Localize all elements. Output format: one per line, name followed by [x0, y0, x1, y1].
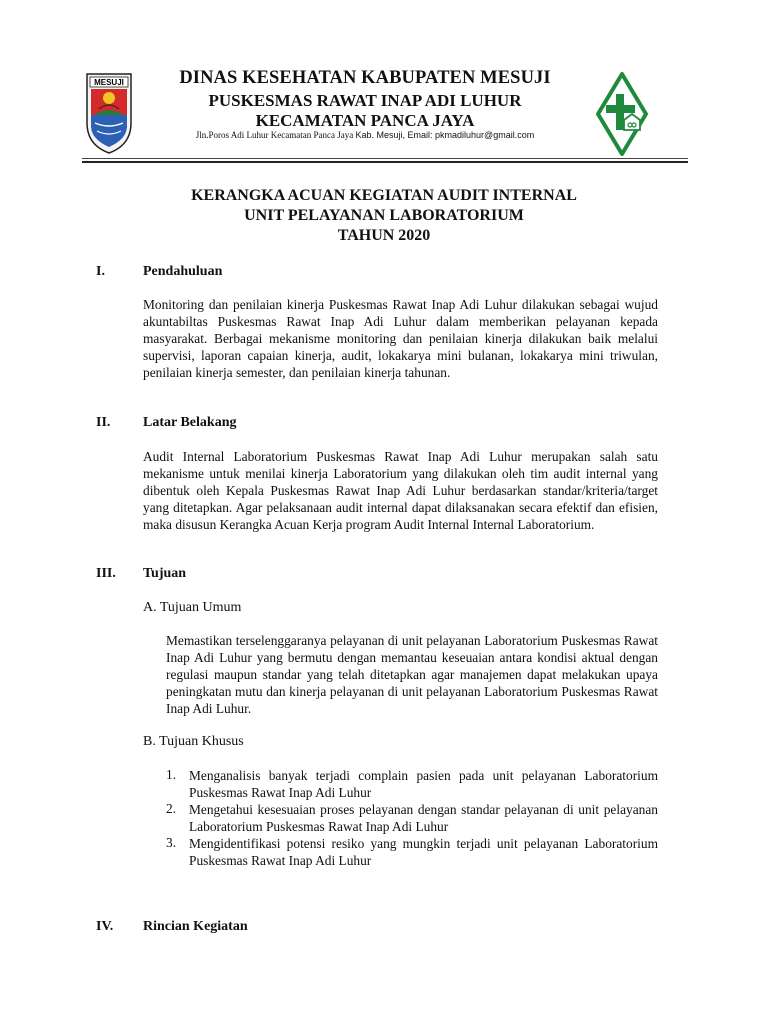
letterhead-puskesmas: PUSKESMAS RAWAT INAP ADI LUHUR [208, 91, 522, 110]
letterhead-address [145, 130, 585, 140]
letterhead-divider-thin [82, 158, 688, 159]
letterhead-agency: DINAS KESEHATAN KABUPATEN MESUJI [179, 68, 551, 88]
subsection-tujuan-umum: A. Tujuan Umum [143, 600, 242, 615]
section-title-latar-belakang: Latar Belakang [143, 415, 237, 430]
section-number: II. [96, 415, 111, 430]
svg-text:MESUJI: MESUJI [94, 78, 124, 87]
section-title-pendahuluan: Pendahuluan [143, 264, 223, 279]
section-title-rincian-kegiatan: Rincian Kegiatan [143, 919, 248, 934]
tujuan-umum-paragraph: Memastikan terselenggaranya pelayanan di unit pelayanan Laboratorium Puskesmas Rawat Inap Adi Luhur yang bermutu dengan memantau keseuaian antara kondisi aktual dengan regulasi maupun standar yang telah ditetapkan agar manajemen dapat melakukan upaya peningkatan mutu dan kinerja pelayanan di unit pelayanan Laboratorium Puskesmas Rawat Inap Adi Luhur. [166, 633, 658, 716]
document-title-line-1: KERANGKA ACUAN KEGIATAN AUDIT INTERNAL [191, 187, 577, 204]
section-number: I. [96, 264, 105, 279]
pendahuluan-paragraph: Monitoring dan penilaian kinerja Puskesmas Rawat Inap Adi Luhur dilakukan sebagai wujud akuntabiltas Puskesmas Rawat Inap Adi Luhur dalam memberikan pelayanan kepada masyarakat. Berbagai mekanisme monitoring dan penilaian kinerja dilakukan baik melalui supervisi, laporan capaian kinerja, audit, lokakarya mini bulanan, lokakarya mini triwulan, penilaian kinerja semester, dan penilaian kinerja tahunan. [143, 297, 658, 380]
section-title-tujuan: Tujuan [143, 566, 187, 581]
address-street: Jln.Poros Adi Luhur Kecamatan Panca Jaya [195, 130, 356, 140]
latar-belakang-paragraph: Audit Internal Laboratorium Puskesmas Rawat Inap Adi Luhur merupakan salah satu mekanisme untuk menilai kinerja Laboratorium yang dilakukan oleh tim audit internal yang dibentuk oleh Kepala Puskesmas Rawat Inap Adi Luhur berdasarkan standar/kriteria/target yang ditetapkan. Agar pelaksanaan audit internal dapat dilaksanakan secara efektif dan efisien, maka disusun Kerangka Acuan Kerja program Audit Internal Internal Laboratorium. [143, 449, 658, 532]
list-item: Mengidentifikasi potensi resiko yang mungkin terjadi unit pelayanan Laboratorium Puskesmas Rawat Inap Adi Luhur [189, 836, 658, 868]
list-item-number: 1. [166, 767, 177, 782]
list-item: Mengetahui kesesuaian proses pelayanan dengan standar pelayanan di unit pelayanan Laboratorium Puskesmas Rawat Inap Adi Luhur [189, 802, 658, 834]
mesuji-regency-logo [84, 71, 134, 155]
document-title-line-3: TAHUN 2020 [337, 227, 431, 244]
subsection-tujuan-khusus: B. Tujuan Khusus [143, 734, 244, 749]
letterhead-divider-thick [82, 161, 688, 163]
puskesmas-logo [596, 72, 648, 156]
section-number: IV. [96, 919, 114, 934]
list-item: Menganalisis banyak terjadi complain pasien pada unit pelayanan Laboratorium Puskesmas Rawat Inap Adi Luhur [189, 768, 658, 800]
document-title-line-2: UNIT PELAYANAN LABORATORIUM [244, 207, 524, 224]
letterhead-district: KECAMATAN PANCA JAYA [255, 111, 475, 130]
section-number: III. [96, 566, 116, 581]
address-email: Kab. Mesuji, Email: pkmadiluhur@gmail.com [355, 130, 535, 140]
list-item-number: 3. [166, 835, 177, 850]
list-item-number: 2. [166, 801, 177, 816]
